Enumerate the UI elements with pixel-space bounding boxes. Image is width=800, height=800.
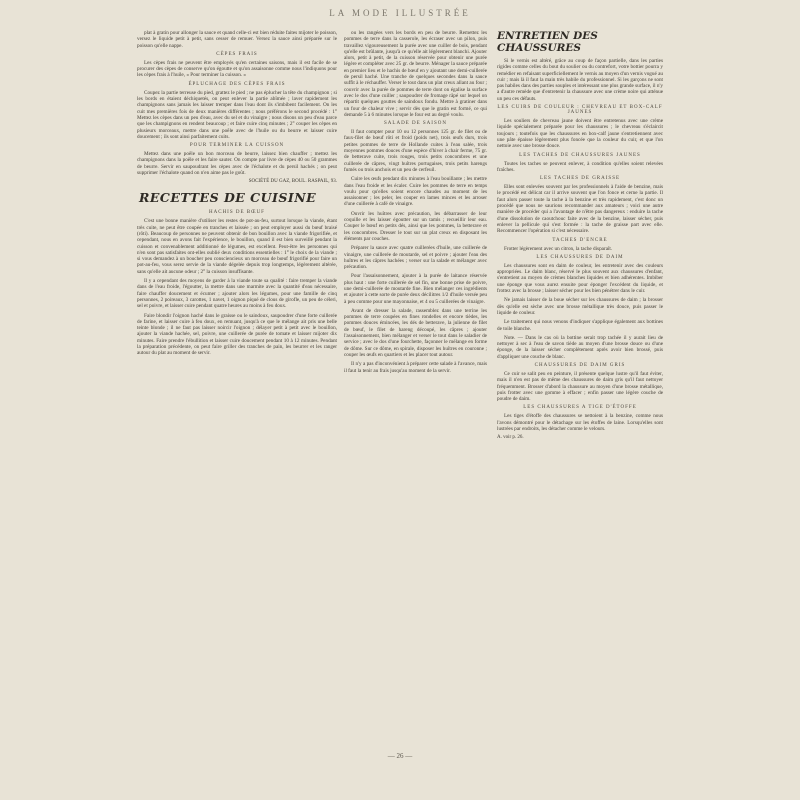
subheading-cuirs-couleur: LES CUIRS DE COULEUR : CHEVREAU ET BOX-CALF JAUNES [497, 105, 663, 116]
paragraph: Pour l'assaisonnement, ajouter à la purée de laitance réservée plus haut : une forte cuillerée de sel fin, une bonne prise de poivre, une demi-cuillerée de moutarde fine. Bien mélanger ces ingrédients et ajouter à cette sorte de purée deux décilitres 1/2 d'huile versée peu à peu comme pour une mayonnaise, et 4 ou 5 cuillerées de vinaigre. [344, 273, 487, 305]
subheading-cepes-frais: CÈPES FRAIS [216, 51, 258, 57]
subheading-epluchage: ÉPLUCHAGE DES CÈPES FRAIS [188, 81, 286, 87]
running-head: LA MODE ILLUSTRÉE [329, 8, 471, 18]
paragraph: Frotter légèrement avec un citron, la tache disparaît. [504, 245, 613, 252]
paragraph: Avant de dresser la salade, rassemblez dans une terrine les pommes de terre coupées en fines rondelles et encore tièdes, les pommes douces émincées, les dés de betterave, la julienne de filet de bœuf, le filet de hareng découpé, les câpres ; ajouter l'assaisonnement, bien mélanger et verser le tout dans le saladier de service ; avec le dos d'une fourchette, façonner le mélange en forme de dôme. Sur ce dôme, en spirale, disposer les huîtres en couronne ; couper les œufs en quartiers et les placer tout autour. [344, 307, 487, 358]
paragraph: Préparer la sauce avec quatre cuillerées d'huile, une cuillerée de vinaigre, une cuillerée de moutarde, sel et poivre ; ajouter l'eau des huîtres et les câpres hachées ; verser sur la salade et mélanger avec précaution. [344, 245, 487, 271]
subheading-salade: SALADE DE SAISON [384, 121, 447, 127]
paragraph: Elles sont enlevées souvent par les professionnels à l'aide de benzine, mais le procédé est délicat car il arrive souvent que l'on fonce et cerne la partie. Il faut alors passer toute la tache à la benzine et très rapidement, c'est donc un procédé que nous ne saurions recommander aux amateurs ; voici une autre manière de procéder qui a l'avantage de n'être pas dangereux : enduire la tache d'une dissolution de caoutchouc faite avec de la benzine, laisser sécher, puis enlever la pellicule qui s'est formée : la tache de graisse part avec elle. Recommencer l'opération si c'est nécessaire. [497, 184, 663, 235]
paragraph: plat à gratin pour allonger la sauce et quand celle-ci est bien réduite faites mijoter le poisson, versez le liquide petit à petit, sans cesser de remuer. Versez la sauce ainsi préparée sur le poisson qu'elle nappe. [137, 30, 337, 49]
paragraph: Si le vernis est altéré, grâce au coup de façon partielle, dans les parties rigides comme celles du bout du soulier ou du contrefort, votre bottier pourra y remédier en refaisant superficiellement le vernis au moyen d'un vernis vogué au cuir ; mais là il faut la main très habile du professionnel. Si les garçons ne sont pas habiles dans des parties souples et intéressant une plus grande surface, il n'y a d'autre remède que d'entretenir la chaussure avec une crème noire qui atténue un peu ces défauts. [497, 58, 663, 102]
paragraph: Coupez la partie terreuse du pied, grattez le pied ; ne pas éplucher la tête du champignon ; si les bords en étaient déchiquetés, on peut enlever la partie abîmée ; laver rapidement les champignons sans jamais les laisser tremper dans l'eau dont ils s'imbibent facilement. On les cuit mes premières fois de deux manières différentes ; nous préférons le second procédé : 1° Mettez les cèpes dans un peu d'eau, avec du sel et du vinaigre ; nous disons un peu d'eau parce que les champignons en rendent beaucoup ; et faire cuire cinq minutes ; 2° couper les cèpes en plusieurs morceaux, mettre dans une poêle avec de l'huile ou du beurre et laisser cuire doucement ; ils sont ainsi parfaitement cuits. [137, 89, 337, 140]
subheading-taches-graisse: LES TACHES DE GRAISSE [539, 176, 621, 182]
signature: SOCIÉTÉ DU GAZ, BOUL. RASPAIL, 93. [248, 179, 337, 185]
paragraph: Ce cuir se salit peu en peinture, il présente quelque lustre qu'il faut éviter, mais il n'en est pas de même des chaussures de daim gris qu'il faut nettoyer fréquemment. Brosser d'abord la chaussure au moyen d'une brosse métallique, puis frotter avec une gomme à effacer ; enfin passer une légère couche de poudre de daim. [497, 370, 663, 403]
paragraph: Ne jamais laisser de la boue sécher sur les chaussures de daim ; la brosser dès qu'elle est sèche avec une brosse métallique très douce, puis passer le liquide de couleur. [497, 297, 663, 316]
paragraph: Il n'y a pas d'inconvénient à préparer cette salade à l'avance, mais il faut la tenir au frais jusqu'au moment de la servir. [344, 361, 487, 374]
paragraph: Il y a cependant des moyens de garder à la viande toute sa qualité : faire tremper la viande dans de l'eau froide, l'égoutter, la mettre dans une marmite avec la quantité d'eau nécessaire, faire chauffer doucement et écumer ; ajouter alors les légumes, pour une famille de cinq personnes, 2 poireaux, 3 carottes, 1 navet, 1 oignon piqué de clous de girofle, un peu de céleri, sel et poivre, et laisser cuire pendant quatre heures au moins à feu doux. [137, 278, 337, 310]
section-title-recettes: RECETTES DE CUISINE [139, 190, 317, 206]
column-middle [344, 30, 487, 377]
subheading-taches-jaunes: LES TACHES DE CHAUSSURES JAUNES [519, 152, 641, 158]
column-left [137, 30, 337, 360]
subheading-daim-gris: CHAUSSURES DE DAIM GRIS [534, 362, 626, 368]
paragraph: Ouvrir les huîtres avec précaution, les débarrasser de leur coquille et les laisser égoutter sur un tamis ; recueillir leur eau. Couper le bœuf en petits dés, ainsi que les pommes, la betterave et les concombres. Dresser le tout sur un plat creux en disposant les éléments par couches. [344, 210, 487, 242]
signature: A. voir p. 26. [497, 435, 524, 441]
column-right [497, 30, 663, 446]
subheading-terminer-cuisson: POUR TERMINER LA CUISSON [189, 143, 285, 149]
paragraph: Note. — Dans le cas où la bottine serait trop tachée il y aurait lieu de nettoyer à sec à l'eau de savon tiède au moyen d'une brosse douce ou d'une éponge, de la laisser sécher complètement après avoir bien brossé, puis d'appliquer une couche de blanc. [497, 334, 663, 360]
paragraph: Les souliers de chevreau jaune doivent être entretenus avec une crème liquide spécialement préparée pour les chaussures ; le chevreau s'éclaircit toujours ; toutefois que les chaussures en box-calf jaune s'entretiennent avec une pâte épaisse légèrement plus foncée que la couleur du cuir, et que l'on nettoie avec une brosse douce. [497, 118, 663, 150]
paragraph: Faire blondir l'oignon haché dans le graisse ou le saindoux, saupoudrer d'une forte cuillerée de farine, et laisser cuire à feu doux, en remuant, jusqu'à ce que le mélange ait pris une belle teinte blonde ; il ne faut pas laisser noircir l'oignon ; délayer petit à petit avec le bouillon, ajouter la viande hachée, sel, poivre, une cuillerée de purée de tomate et laisser mijoter dix minutes. Faire prendre l'ébullition et laisser cuire doucement pendant 10 à 12 minutes. Pendant la préparation précédente, on peut faire griller des tranches de pain, les beurrer et les ranger autour du plat au moment de servir. [137, 312, 337, 357]
paragraph: Mettez dans une poêle un bon morceau de beurre, laissez bien chauffer ; mettez les champignons dans la poêle et les faire sauter. On compte par livre de cèpes 40 ou 50 grammes de beurre. Servir en saupoudrant les cèpes avec de l'échalote et du persil hachés ; on peut supprimer l'échalote quand on n'en aime pas le goût. [137, 151, 337, 177]
page-number: — 26 — [387, 752, 413, 760]
paragraph: Il faut compter pour 10 ou 12 personnes 125 gr. de filet ou de faux-filet de bœuf rôti et froid (poids net), trois œufs durs, trois petites pommes de terre de Hollande cuites à l'eau salée, trois moyennes pommes douces d'une espèce d'hiver à chair ferme, 75 gr. de betterave cuite, trois rouges, trois petits concombres et une cuillerée de câpres, vingt huîtres portugaises, trois petits harengs fumés ou trois anchois et un peu de cerfeuil. [344, 129, 487, 173]
paragraph: Cuire les œufs pendant dix minutes à l'eau bouillante ; les mettre dans l'eau froide et les écaler. Cuire les pommes de terre en temps voulu pour qu'elles soient encore chaudes au moment de les assaisonner ; les peler, les couper en lames minces et les arroser d'une cuillerée à café de vinaigre. [344, 176, 487, 208]
paragraph: Les chaussures sont en daim de couleur, les entretenir avec des couleurs appropriées. Le daim blanc, réservé le plus souvent aux chaussures d'enfant, s'entretient au moyen de crèmes blanches liquides et bien adhérentes. Imbiber une éponge que vous aurez ensuite pour éponger l'excédent du liquide, et frottez avec la brosse ; laisser sécher pour les bien pénétrer dans le cuir. [497, 262, 663, 295]
paragraph: C'est une bonne manière d'utiliser les restes de pot-au-feu, surtout lorsque la viande, étant très cuite, ne peut être coupée en tranches et laissée ; on peut employer aussi du bœuf braisé (rôti). Beaucoup de personnes ne peuvent obtenir de bon bouillon avec la viande frigorifiée, et cependant, nous en avons fait l'expérience, le bouillon, quand il est bien surveillé pendant la cuisson et convenablement additionné de légumes, est excellent. Peut-être les personnes qui n'en sont pas satisfaites ont-elles oublié deux conditions essentielles : 1° le choix de la viande ; si vous demandez à un boucher peu consciencieux un morceau de bœuf frigorifié pour faire un pot-au-feu, vous serez servie de la viande dégelée depuis trop longtemps, légèrement altérée, sans qu'elle ait aucune odeur ; 2° la cuisson insuffisante. [137, 218, 337, 275]
paragraph: Le traitement qui nous venons d'indiquer s'applique également aux bottines de toile blanche. [497, 319, 663, 332]
paragraph: ou les rangées vers les bords en peu de beurre. Remettez les pommes de terre dans la casserole, les écraser avec un pilon, puis travaillez vigoureusement la purée avec une cuiller de bois, pendant qu'elle est brûlante, jusqu'à ce qu'elle ait légèrement blanchi. Ajouter alors, petit à petit, de la cuisson réservée pour obtenir une purée légère et compléter avec 25 gr. de beurre. Ménager la sauce préparée en premier lieu et le hachis de bœuf en y ajoutant une demi-cuillerée de persil haché. Une tranche de quelques secondes dans la sauce suffit à le réchauffer. Verser le tout dans un plat creux allant au four ; couvrir avec la purée de pommes de terre dont on égalise la surface avec le dos d'une cuiller ; saupoudrer de fromage râpé sur lequel on répartit quelques gouttes de saindoux fondu. Mettre à gratiner dans un four de chaleur vive ; servir dès que le gratin est formé, ce qui demande 5 à 6 minutes lorsque le four est au degré voulu. [344, 30, 487, 118]
subheading-taches-encre: TACHES D'ENCRE [552, 237, 608, 243]
paragraph: Toutes les taches se peuvent enlever, à condition qu'elles soient relevées fraîches. [497, 160, 663, 173]
subheading-tige-etoffe: LES CHAUSSURES A TIGE D'ÉTOFFE [523, 405, 637, 411]
section-title-chaussures: ENTRETIEN DES CHAUSSURES [497, 30, 598, 54]
paragraph: Les tiges d'étoffe des chaussures se nettoient à la benzine, comme nous l'avons démontré pour le détachage sur les étoffes de laine. Lorsqu'elles sont lustrées par endroits, les détacher comme le velours. [497, 413, 663, 433]
subheading-hachis: HACHIS DE BŒUF [209, 210, 265, 216]
paragraph: Les cèpes frais ne peuvent être employés qu'en certaines saisons, mais il est facile de se procurer des cèpes de conserve qu'on égoutte et qu'on assaisonne comme nous l'indiquons pour les cèpes frais à l'huile, « Pour terminer la cuisson. » [137, 59, 337, 79]
subheading-chaussures-daim: LES CHAUSSURES DE DAIM [536, 254, 624, 260]
